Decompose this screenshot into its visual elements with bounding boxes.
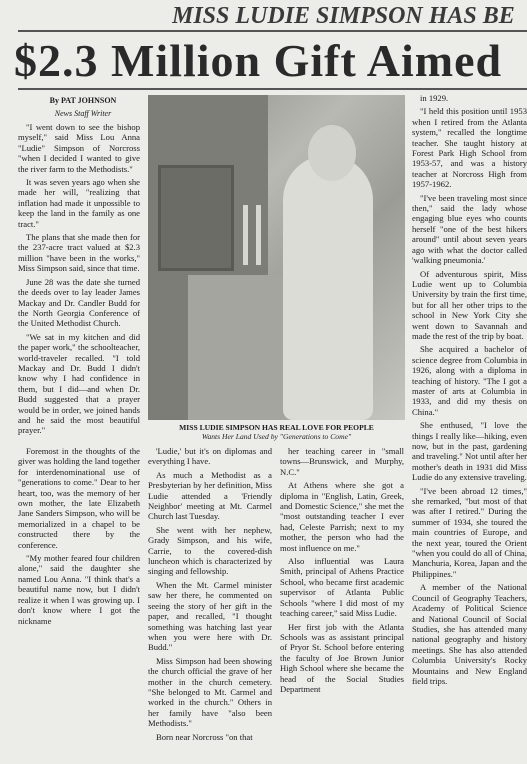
caption-line-1: MISS LUDIE SIMPSON HAS REAL LOVE FOR PEOPLE: [179, 423, 374, 432]
paragraph: As much a Methodist as a Presbyterian by her definition, Miss Ludie attended a 'Friendly Neighbor' meeting at Mt. Carmel Church last Tuesday.: [148, 469, 272, 522]
paragraph: 'Ludie,' but it's on diplomas and everything I have.: [148, 446, 272, 467]
paragraph: A member of the National Council of Geography Teachers, Academy of Political Science and National Council of Social Studies, she has attended many national geography and history meetings. She has also attended Columbia University's Rocky Mountains and New England field trips.: [412, 582, 527, 686]
paragraph: Born near Norcross "on that: [156, 731, 253, 742]
paragraph: Foremost in the thoughts of the giver was holding the land together for interdenominational use of "generations to come." Dear to her heart, too, was the memory of her own mother, the late Elizabeth Jane Sanders Simpson, who will be memorialized in a chapel to be constructed there by the conference.: [18, 446, 140, 550]
headline-rule: [18, 88, 527, 90]
byline: By PAT JOHNSON: [49, 96, 117, 105]
paragraph: "I held this position until 1953 when I retired from the Atlanta system," recalled the longtime teacher. She taught history at Forest Park High School from 1953-57, and was a history teacher at Norcross High from 1957-1962.: [412, 106, 527, 190]
byline-role: News Staff Writer: [54, 109, 112, 118]
paragraph: "I've been traveling most since then," said the lady whose engaging blue eyes who counts herself "one of the best hikers around" until about seven years ago with what the doctor called 'walking pneumonia.': [412, 192, 527, 266]
paragraph: She acquired a bachelor of science degree from Columbia in 1926, along with a diploma in teaching of history. "The I got a master of arts at Columbia in 1933, and did my thesis on China.": [412, 344, 527, 417]
column-2: [148, 446, 272, 758]
paragraph: Miss Simpson had been showing the church official the grave of her mother in the church cemetery. "She belonged to Mt. Carmel and worked in the church." Others in her family have "also been Methodists.": [148, 655, 272, 729]
paragraph: At Athens where she got a diploma in "English, Latin, Greek, and Domestic Science," she met the "most outstanding teacher I ever had, Celeste Parrish; next to my mother, the person who had the most influence on me.": [280, 480, 404, 553]
photo-figure: [283, 155, 373, 420]
photo-caption: [148, 423, 405, 441]
paragraph: in 1929.: [420, 93, 449, 103]
paragraph: "My mother feared four children alone," said the daughter she named Lou Anna. "I think that's a beautiful name now, but I didn't realize it when I was growing up. I don't know where I got the nickname: [18, 553, 140, 626]
main-headline: $2.3 Million Gift Aimed: [14, 36, 503, 86]
paragraph: "We sat in my kitchen and did the paper work," the schoolteacher, world-traveler recalled. "I told Mackay and Dr. Budd I didn't know why I had confidence in them, but I did—and when Dr. Budd suggested that a prayer would be in order, we joined hands and he said the most beautiful prayer.": [18, 331, 140, 436]
column-1-lower: [18, 446, 140, 758]
paragraph: The plans that she made then for the 237-acre tract valued at $2.3 million "have been in the works," Miss Simpson said, since that time.: [18, 232, 140, 274]
paragraph: It was seven years ago when she made her will, "realizing that inflation had made it unpossible to keep the land in the family as one tract.": [18, 177, 140, 229]
photo-head: [308, 125, 356, 181]
top-rule: [18, 30, 527, 32]
photo-ludie-simpson: [148, 95, 405, 420]
photo-frame: [158, 165, 234, 271]
paragraph: She enthused, "I love the things I really like—hiking, even now, but in the past, gardening and traveling." Not until after her mother's death in 1931 did Miss Ludie do any extensive traveling.: [412, 420, 527, 483]
paragraph: She went with her nephew, Grady Simpson, and his wife, Carrie, to the covered-dish luncheon which is characterized by singing and fellowship.: [148, 524, 272, 577]
paragraph: Of adventurous spirit, Miss Ludie went up to Columbia University by train the first time, but for all her other trips to the school in New York City she went down to Savannah and made the rest of the trip by boat.: [412, 268, 527, 341]
paragraph: "I went down to see the bishop myself," said Miss Lou Anna "Ludie" Simpson of Norcross "when I decided I wanted to give the river farm to the Methodists.": [18, 122, 140, 174]
kicker-headline: MISS LUDIE SIMPSON HAS BE: [172, 3, 515, 29]
candle: [256, 205, 261, 265]
paragraph: her teaching career in "small towns—Brunswick, and Murphy, N.C.": [280, 446, 404, 477]
paragraph: "I've been abroad 12 times," she remarked, "but most of that was after I retired." During the summer of 1934, she toured the main countries of Europe, and the next year, toured the Orient "when you could do all of China, Manchuria, Korea, Japan and the Philippines.": [412, 485, 527, 579]
paragraph: Also influential was Laura Smith, principal of Athens Practice School, who became first academic supervisor of Atlanta Public Schools "where I did most of my teaching career," said Miss Ludie.: [280, 556, 404, 619]
paragraph: Her first job with the Atlanta Schools was as assistant principal of Pryor St. School before entering the faculty of Joe Brown Junior High School where she became the head of the Social Studies Department: [280, 621, 404, 694]
column-1: [18, 96, 140, 441]
column-4: [412, 93, 527, 758]
paragraph: June 28 was the date she turned the deeds over to lay leader James Mackay and Dr. Candler Budd for the North Georgia Conference of the United Methodist Church.: [18, 276, 140, 329]
candle: [243, 205, 248, 265]
column-3: [280, 446, 404, 758]
caption-line-2: Wants Her Land Used by "Generations to Come": [201, 432, 352, 441]
paragraph: When the Mt. Carmel minister saw her there, he commented on seeing the story of her gift in the paper, and recalled, "I thought something was hatching last year when you were here with Dr. Budd.": [148, 579, 272, 653]
